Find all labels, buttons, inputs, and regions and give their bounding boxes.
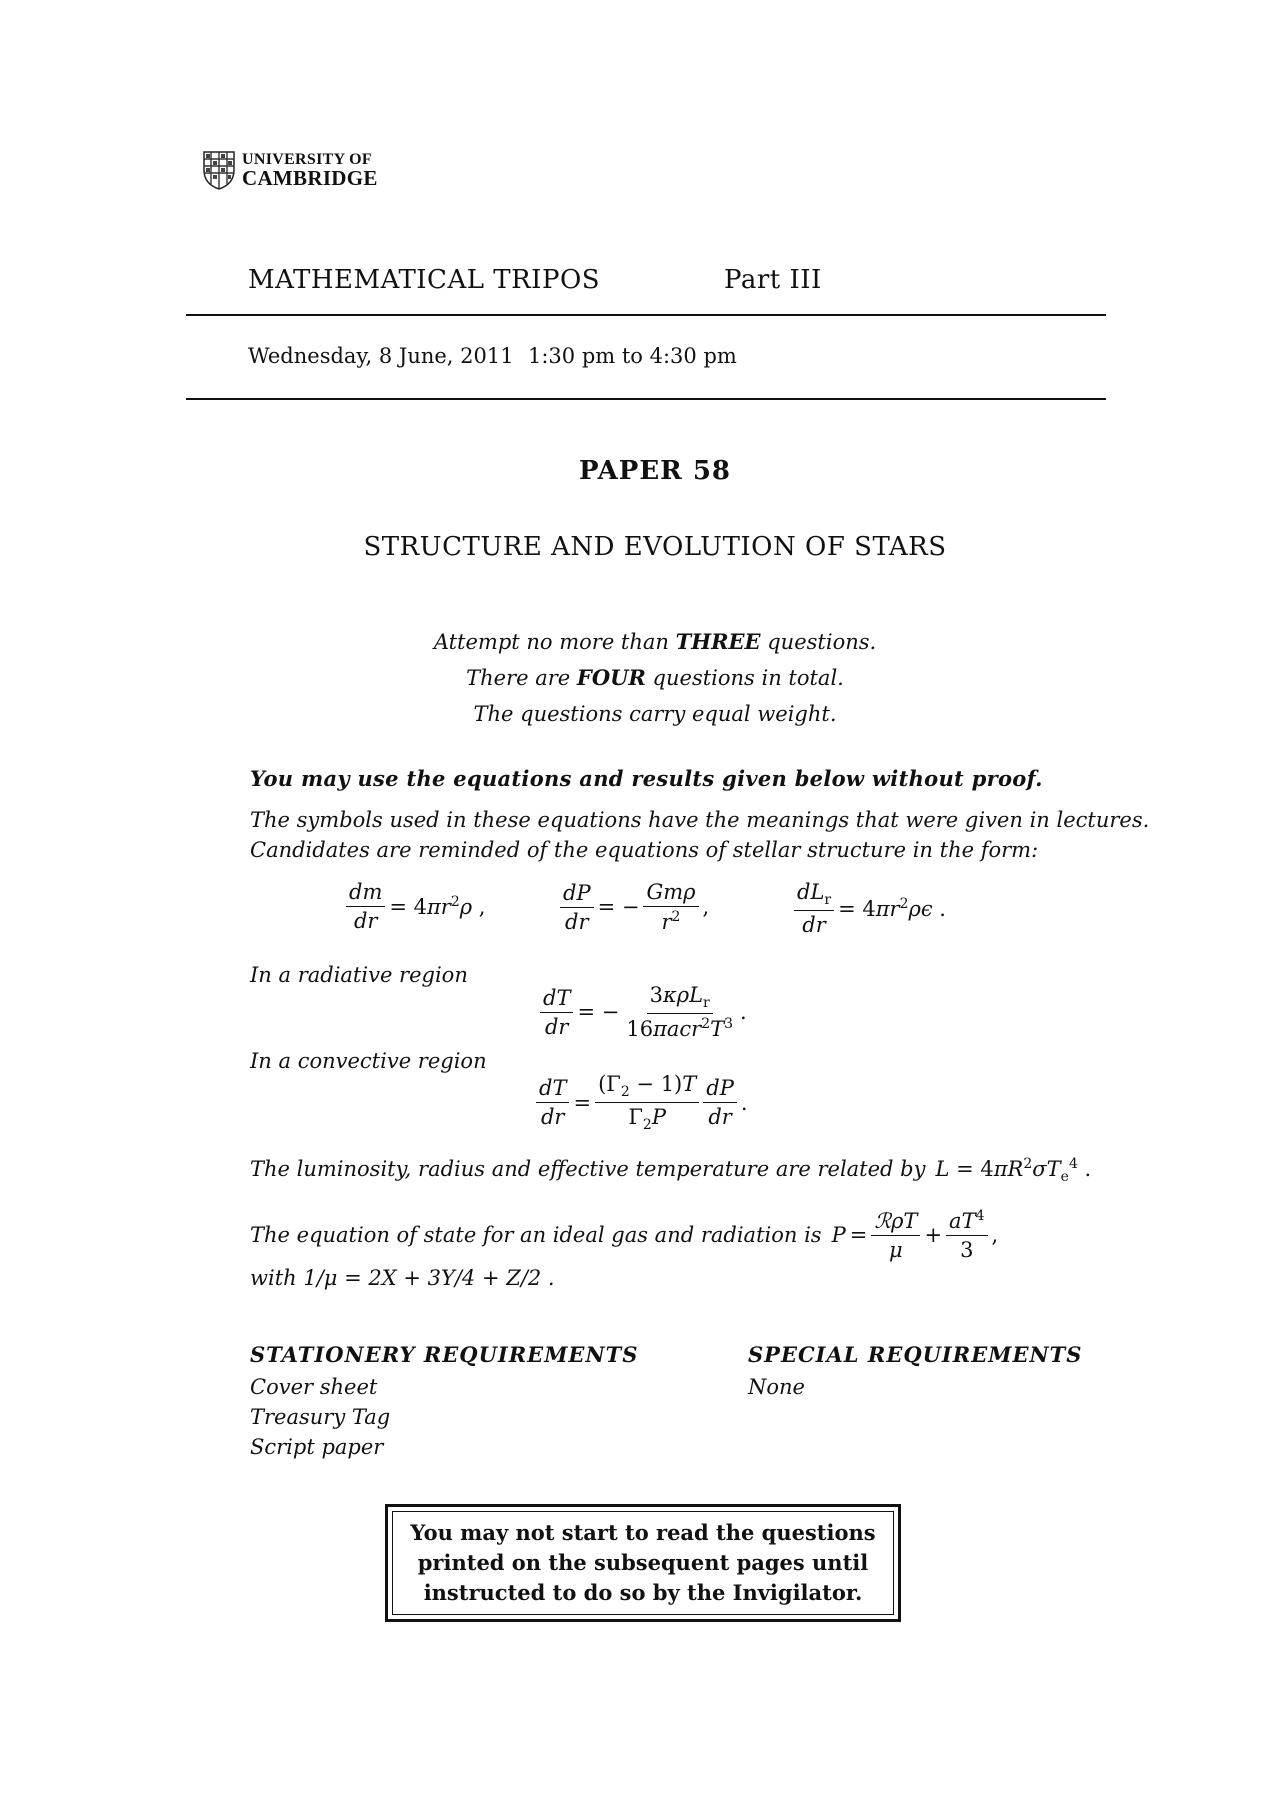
cambridge-shield-icon xyxy=(202,150,236,190)
instruction-line-3: The questions carry equal weight. xyxy=(473,702,837,726)
exam-date: Wednesday, 8 June, 2011 xyxy=(248,344,514,368)
notice-line-1: You may not start to read the questions xyxy=(410,1520,876,1545)
stationery-list xyxy=(250,1372,390,1462)
notice-line-2: printed on the subsequent pages until xyxy=(417,1550,869,1575)
stationery-item: Script paper xyxy=(250,1435,384,1459)
instructions xyxy=(0,624,1280,732)
exam-time: 1:30 pm to 4:30 pm xyxy=(528,344,737,368)
stationery-item: Cover sheet xyxy=(250,1375,378,1399)
mu-relation: with 1/μ = 2X + 3Y/4 + Z/2 . xyxy=(250,1266,555,1290)
convective-label: In a convective region xyxy=(250,1049,487,1073)
university-logo xyxy=(202,150,378,190)
special-list xyxy=(748,1372,805,1402)
stationery-requirements-title: STATIONERY REQUIREMENTS xyxy=(250,1342,639,1367)
luminosity-text: The luminosity, radius and effective temperature are related by xyxy=(250,1157,926,1181)
exam-title: MATHEMATICAL TRIPOS xyxy=(248,265,601,295)
convective-equation: $\frac{dT}{dr}$ = $\frac{(\Gamma_2 - 1)T}{\Gamma_2P}$ $\frac{dP}{dr}$ . xyxy=(536,1072,748,1133)
radiative-equation: $\frac{dT}{dr}$ = − $\frac{3\kappa\rho L_r}{16\pi acr^2T^3}$ . xyxy=(540,983,747,1041)
eos-text: The equation of state for an ideal gas and radiation is xyxy=(250,1223,822,1247)
notice-line-3: instructed to do so by the Invigilator. xyxy=(423,1580,863,1605)
logo-line-2: CAMBRIDGE xyxy=(242,166,378,190)
radiative-label: In a radiative region xyxy=(250,963,468,987)
mass-equation: $\frac{dm}{dr}$ = $4\pi r^2\rho$ , xyxy=(346,880,485,933)
luminosity-formula: $L = 4\pi R^2\sigma T_e^4$ . xyxy=(935,1156,1092,1186)
equations-heading: You may use the equations and results given below without proof. xyxy=(250,766,1043,791)
pressure-equation: $\frac{dP}{dr}$ = − $\frac{\text{Gmρ}}{r^2}$ , xyxy=(560,880,709,934)
special-item: None xyxy=(748,1375,805,1399)
logo-line-1: UNIVERSITY OF xyxy=(242,151,372,168)
bottom-rule xyxy=(186,398,1106,400)
equations-intro-line-1: The symbols used in these equations have the meanings that were given in lectures. xyxy=(250,808,1150,832)
luminosity-equation: $\frac{dL_r}{dr}$ = $4\pi r^2\rho\epsilon$ . xyxy=(794,880,946,937)
paper-number: PAPER 58 xyxy=(578,456,732,486)
instruction-line-2: There are FOUR questions in total. xyxy=(466,665,844,690)
luminosity-relation xyxy=(250,1156,1091,1185)
special-requirements-title: SPECIAL REQUIREMENTS xyxy=(748,1342,1083,1367)
paper-subject: STRUCTURE AND EVOLUTION OF STARS xyxy=(363,532,947,562)
instruction-line-1: Attempt no more than THREE questions. xyxy=(433,629,877,654)
top-rule xyxy=(186,314,1106,316)
equations-intro-line-2: Candidates are reminded of the equations of stellar structure in the form: xyxy=(250,838,1039,862)
eos-relation xyxy=(250,1208,998,1262)
invigilator-notice xyxy=(385,1504,901,1622)
eos-formula: P = $\frac{\text{ℛρT}}{\mu}$ + $\frac{aT^4}{3}$ , xyxy=(831,1208,999,1262)
stationery-item: Treasury Tag xyxy=(250,1405,391,1429)
exam-part: Part III xyxy=(724,265,822,295)
